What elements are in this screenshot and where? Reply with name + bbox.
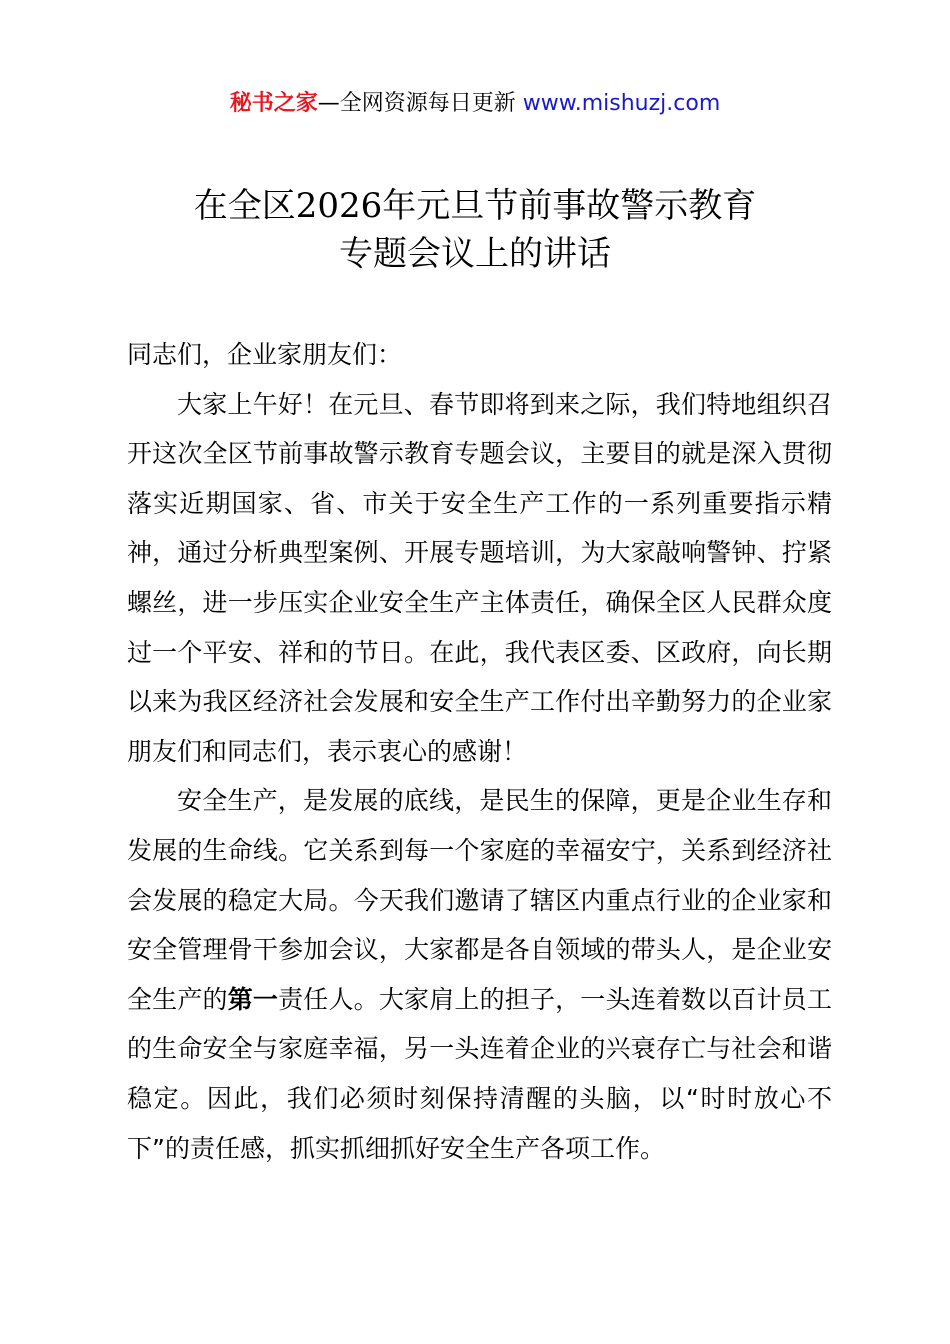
document-title — [0, 182, 950, 278]
title-line-1: 在全区2026年元旦节前事故警示教育 — [193, 186, 757, 226]
paragraph-2-bold: 第一 — [227, 984, 279, 1014]
paragraph-2-text-b: 责任人。大家肩上的担子，一头连着数以百计员工的生命安全与家庭幸福，另一头连着企业的兴衰存亡与社会和谐稳定。因此，我们必须时刻保持清醒的头脑，以“时时放心不下”的责任感，抓实抓细抓好安全生产各项工作。 — [127, 984, 832, 1163]
document-body — [127, 330, 832, 1173]
header-tagline: —全网资源每日更新 — [317, 91, 523, 116]
paragraph-1: 大家上午好！在元旦、春节即将到来之际，我们特地组织召开这次全区节前事故警示教育专题会议，主要目的就是深入贯彻落实近期国家、省、市关于安全生产工作的一系列重要指示精神，通过分析典型案例、开展专题培训，为大家敲响警钟、拧紧螺丝，进一步压实企业安全生产主体责任，确保全区人民群众度过一个平安、祥和的节日。在此，我代表区委、区政府，向长期以来为我区经济社会发展和安全生产工作付出辛勤努力的企业家朋友们和同志们，表示衷心的感谢！ — [127, 389, 832, 766]
brand-name: 秘书之家 — [229, 91, 318, 116]
paragraph-2-text-a: 安全生产，是发展的底线，是民生的保障，更是企业生存和发展的生命线。它关系到每一个家庭的幸福安宁，关系到经济社会发展的稳定大局。今天我们邀请了辖区内重点行业的企业家和安全管理骨干参加会议，大家都是各自领域的带头人，是企业安全生产的 — [127, 786, 832, 1014]
title-line-2: 专题会议上的讲话 — [339, 234, 611, 274]
site-url[interactable]: www.mishuzj.com — [522, 91, 721, 116]
salutation: 同志们，企业家朋友们： — [127, 340, 403, 369]
site-header — [0, 88, 950, 120]
paragraph-2 — [127, 776, 832, 1173]
